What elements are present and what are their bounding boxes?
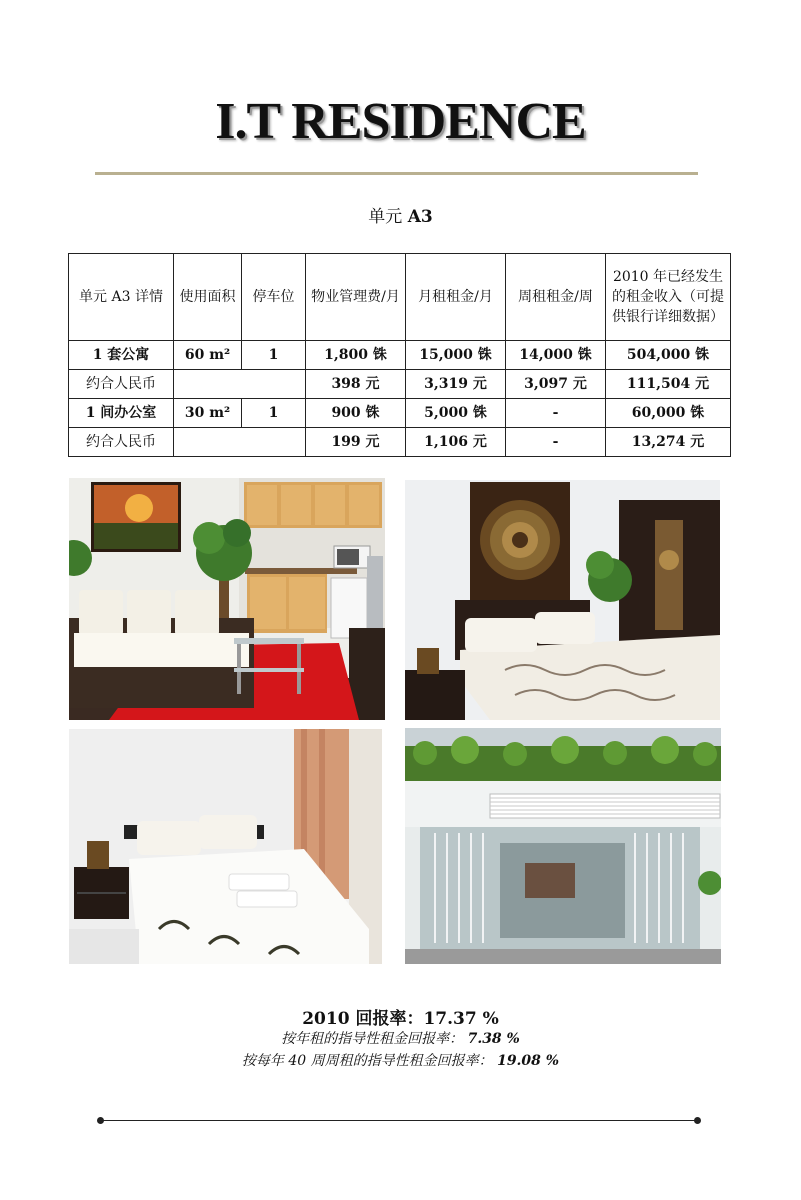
roi-weekly-label: 按每年 40 周周租的指导性租金回报率： bbox=[241, 1053, 493, 1069]
cell: 1 间办公室 bbox=[69, 399, 174, 428]
cell: 30 m² bbox=[174, 399, 242, 428]
roi-annual-label: 按年租的指导性租金回报率： bbox=[281, 1031, 464, 1047]
cell: 14,000 铢 bbox=[506, 341, 606, 370]
header-parking: 停车位 bbox=[242, 254, 306, 341]
cell: 1 bbox=[242, 399, 306, 428]
cell: 13,274 元 bbox=[606, 428, 731, 457]
footer-dot-left bbox=[97, 1117, 104, 1124]
header-2010-income: 2010 年已经发生的租金收入（可提供银行详细数据） bbox=[606, 254, 731, 341]
cell: 60,000 铢 bbox=[606, 399, 731, 428]
master-bedroom-photo bbox=[405, 480, 720, 720]
cell: 15,000 铢 bbox=[406, 341, 506, 370]
header-unit-detail: 单元 A3 详情 bbox=[69, 254, 174, 341]
cell: 1,106 元 bbox=[406, 428, 506, 457]
roi-weekly-value: 19.08 % bbox=[497, 1053, 560, 1069]
cell: 3,097 元 bbox=[506, 370, 606, 399]
cell bbox=[174, 370, 306, 399]
cell: 111,504 元 bbox=[606, 370, 731, 399]
table-header-row bbox=[69, 254, 731, 341]
roi-2010-value: 17.37 % bbox=[423, 1009, 499, 1029]
unit-label bbox=[0, 202, 801, 227]
table-row bbox=[69, 399, 731, 428]
cell: 5,000 铢 bbox=[406, 399, 506, 428]
header-monthly-rent: 月租租金/月 bbox=[406, 254, 506, 341]
table-row bbox=[69, 341, 731, 370]
second-bedroom-photo bbox=[69, 729, 382, 964]
title-divider bbox=[95, 172, 698, 175]
header-weekly-rent: 周租租金/周 bbox=[506, 254, 606, 341]
office-front-photo bbox=[405, 728, 721, 964]
cell: - bbox=[506, 399, 606, 428]
cell: 398 元 bbox=[306, 370, 406, 399]
cell: 3,319 元 bbox=[406, 370, 506, 399]
roi-2010-label: 2010 回报率： bbox=[302, 1009, 424, 1029]
header-management-fee: 物业管理费/月 bbox=[306, 254, 406, 341]
cell: 约合人民币 bbox=[69, 370, 174, 399]
cell: 900 铢 bbox=[306, 399, 406, 428]
cell: 60 m² bbox=[174, 341, 242, 370]
roi-annual-value: 7.38 % bbox=[467, 1031, 520, 1047]
unit-prefix: 单元 bbox=[368, 207, 408, 227]
roi-2010 bbox=[0, 1004, 801, 1029]
cell: 1 bbox=[242, 341, 306, 370]
cell: 504,000 铢 bbox=[606, 341, 731, 370]
cell: 199 元 bbox=[306, 428, 406, 457]
living-room-photo bbox=[69, 478, 385, 720]
cell: 约合人民币 bbox=[69, 428, 174, 457]
cell bbox=[174, 428, 306, 457]
cell: 1 套公寓 bbox=[69, 341, 174, 370]
cell: 1,800 铢 bbox=[306, 341, 406, 370]
unit-code: A3 bbox=[407, 207, 433, 227]
page-title: I.T RESIDENCE bbox=[215, 93, 586, 150]
table-row bbox=[69, 370, 731, 399]
footer-dot-right bbox=[694, 1117, 701, 1124]
header-area: 使用面积 bbox=[174, 254, 242, 341]
table-row bbox=[69, 428, 731, 457]
cell: - bbox=[506, 428, 606, 457]
unit-details-table bbox=[68, 253, 731, 457]
roi-weekly bbox=[0, 1050, 801, 1070]
footer-divider bbox=[100, 1120, 698, 1121]
roi-annual bbox=[0, 1028, 801, 1048]
